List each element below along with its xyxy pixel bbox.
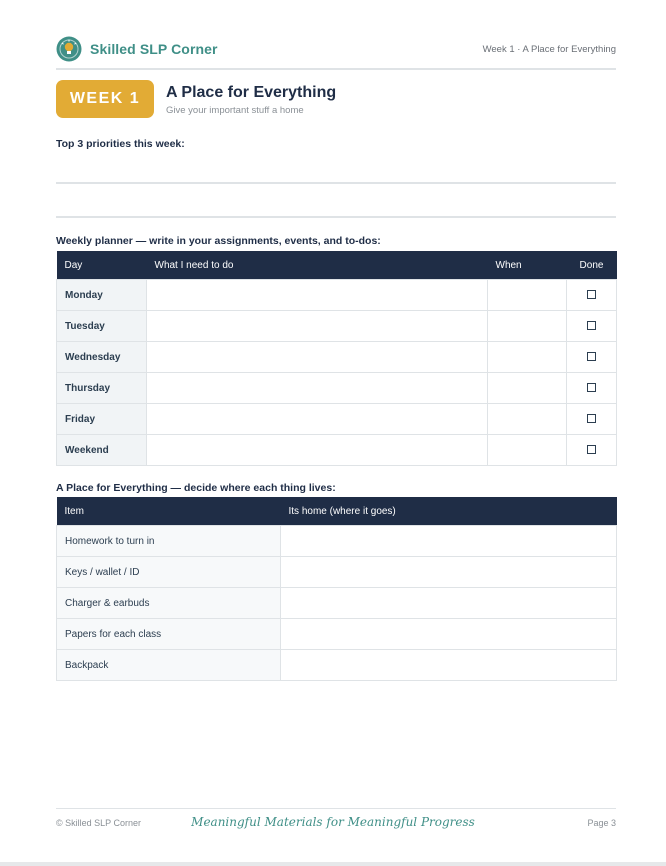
done-checkbox[interactable] xyxy=(587,445,596,454)
task-cell[interactable] xyxy=(147,435,488,466)
done-checkbox[interactable] xyxy=(587,352,596,361)
table-row xyxy=(57,557,617,588)
priority-write-line xyxy=(56,216,616,218)
viewer-bottom-strip xyxy=(0,862,666,866)
done-checkbox[interactable] xyxy=(587,383,596,392)
when-cell[interactable] xyxy=(488,404,567,435)
table-row xyxy=(57,342,617,373)
footer-tagline: Meaningful Materials for Meaningful Progress xyxy=(191,815,475,829)
column-header-when: When xyxy=(488,251,567,280)
done-cell xyxy=(567,311,617,342)
when-cell[interactable] xyxy=(488,280,567,311)
day-cell: Thursday xyxy=(57,373,147,404)
column-header-done: Done xyxy=(567,251,617,280)
when-cell[interactable] xyxy=(488,373,567,404)
page-title: A Place for Everything xyxy=(166,84,337,101)
day-cell: Wednesday xyxy=(57,342,147,373)
table-row xyxy=(57,435,617,466)
item-homes-table xyxy=(56,497,617,681)
day-cell: Monday xyxy=(57,280,147,311)
week-badge: WEEK 1 xyxy=(56,80,154,118)
item-cell: Homework to turn in xyxy=(57,526,281,557)
table-header-row xyxy=(57,251,617,280)
planner-label: Weekly planner — write in your assignments, events, and to-dos: xyxy=(56,235,381,247)
table-header-row xyxy=(57,497,617,526)
column-header-home: Its home (where it goes) xyxy=(281,497,617,526)
table-row xyxy=(57,373,617,404)
done-checkbox[interactable] xyxy=(587,414,596,423)
page-header xyxy=(56,34,616,66)
priority-write-line xyxy=(56,182,616,184)
done-checkbox[interactable] xyxy=(587,290,596,299)
home-cell[interactable] xyxy=(281,650,617,681)
places-label: A Place for Everything — decide where each thing lives: xyxy=(56,482,336,494)
table-row xyxy=(57,650,617,681)
task-cell[interactable] xyxy=(147,280,488,311)
table-row xyxy=(57,280,617,311)
done-cell xyxy=(567,404,617,435)
item-cell: Papers for each class xyxy=(57,619,281,650)
day-cell: Tuesday xyxy=(57,311,147,342)
item-cell: Backpack xyxy=(57,650,281,681)
table-row xyxy=(57,404,617,435)
done-cell xyxy=(567,373,617,404)
item-cell: Charger & earbuds xyxy=(57,588,281,619)
task-cell[interactable] xyxy=(147,342,488,373)
page-subtitle: Give your important stuff a home xyxy=(166,105,304,116)
task-cell[interactable] xyxy=(147,373,488,404)
column-header-task: What I need to do xyxy=(147,251,488,280)
page-context: Week 1 · A Place for Everything xyxy=(482,44,616,55)
item-cell: Keys / wallet / ID xyxy=(57,557,281,588)
weekly-planner-table xyxy=(56,251,617,466)
table-row xyxy=(57,619,617,650)
home-cell[interactable] xyxy=(281,588,617,619)
table-row xyxy=(57,526,617,557)
column-header-day: Day xyxy=(57,251,147,280)
priorities-label: Top 3 priorities this week: xyxy=(56,138,185,150)
home-cell[interactable] xyxy=(281,619,617,650)
page-number: Page 3 xyxy=(587,818,616,828)
footer-divider xyxy=(56,808,616,809)
home-cell[interactable] xyxy=(281,557,617,588)
when-cell[interactable] xyxy=(488,342,567,373)
day-cell: Weekend xyxy=(57,435,147,466)
brand-name: Skilled SLP Corner xyxy=(90,41,218,57)
home-cell[interactable] xyxy=(281,526,617,557)
footer-copyright: © Skilled SLP Corner xyxy=(56,818,142,828)
table-row xyxy=(57,588,617,619)
task-cell[interactable] xyxy=(147,404,488,435)
done-checkbox[interactable] xyxy=(587,321,596,330)
done-cell xyxy=(567,435,617,466)
day-cell: Friday xyxy=(57,404,147,435)
column-header-item: Item xyxy=(57,497,281,526)
done-cell xyxy=(567,280,617,311)
table-row xyxy=(57,311,617,342)
lightbulb-circle-icon xyxy=(56,36,82,62)
done-cell xyxy=(567,342,617,373)
header-divider xyxy=(56,68,616,70)
when-cell[interactable] xyxy=(488,311,567,342)
when-cell[interactable] xyxy=(488,435,567,466)
task-cell[interactable] xyxy=(147,311,488,342)
